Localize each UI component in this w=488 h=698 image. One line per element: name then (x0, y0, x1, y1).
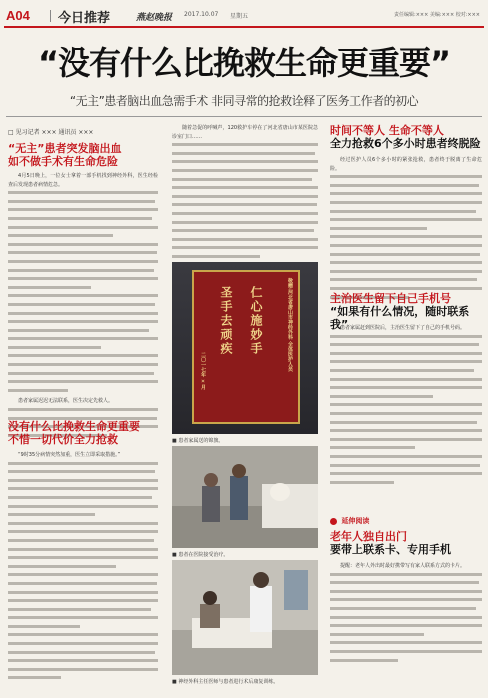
col2-intro-lines (172, 143, 318, 258)
col3-heading-3 (330, 530, 482, 556)
caption-hospital: ■ 患者在医院接受治疗。 (172, 552, 229, 558)
banner-photo (172, 262, 318, 434)
col3-text-lines-3 (330, 573, 482, 662)
headline-rule (6, 116, 482, 117)
rehab-photo (172, 560, 318, 675)
col2-intro (172, 124, 318, 264)
col1-body-1 (8, 172, 158, 442)
col1-text-lines-3 (8, 462, 158, 680)
col3-body-3 (330, 562, 482, 667)
col3-heading-1-red: 时间不等人 生命不等人 (330, 124, 444, 137)
col3-text-lines-2 (330, 335, 482, 484)
col3-heading-3-red: 老年人独自出门 (330, 530, 407, 543)
editor-credits: 责任编辑:××× 美编:××× 校对:××× (394, 12, 480, 18)
col1-subhead-2 (8, 420, 164, 446)
hospital-bed-photo (172, 446, 318, 548)
col3-heading-3-black: 要带上联系卡、专用手机 (330, 543, 451, 556)
col2-intro-paragraph: 随着急促的呼喊声，120救护车停在了河北省唐山市某医院急诊室门口…… (172, 125, 318, 140)
col3-paragraph-1: 经过医护人员6个多小时的紧张抢救，患者终于脱离了生命危险。 (330, 157, 482, 172)
col3-heading-2-red: 主治医生留下自己手机号 (330, 292, 451, 305)
section-code: A04 (6, 8, 30, 23)
extended-reading-marker (330, 516, 369, 526)
page-subheadline: “无主”患者脑出血急需手术 非同寻常的抢救诠释了医务工作者的初心 (69, 94, 419, 108)
page-headline: “没有什么比挽救生命更重要” (37, 44, 451, 82)
col1-subhead-1-line-1: “无主”患者突发脑出血 (8, 142, 122, 155)
col3-body-1 (330, 156, 482, 304)
caption-rehab: ■ 神经外科主任医师与患者进行术后康复训练。 (172, 679, 279, 685)
page-header (4, 4, 484, 28)
paper-logo: 燕赵晚报 (136, 13, 173, 23)
banner-dedication: 敬赠:河北省唐山市神经外科 全体医护人员 (287, 278, 293, 372)
col3-heading-1 (330, 124, 482, 150)
section-name: 今日推荐 (58, 11, 111, 26)
extended-reading-label: 延伸阅读 (341, 517, 370, 525)
caption-banner: ■ 患者家属送的锦旗。 (172, 438, 224, 444)
col3-heading-2-black: “如果有什么情况，随时联系我” (330, 305, 470, 331)
col1-body-2 (8, 451, 158, 685)
hospital-bed-illustration (172, 446, 318, 548)
issue-weekday: 星期五 (230, 13, 249, 20)
col3-paragraph-3: 提醒：老年人外出时最好携带写有家人联系方式的卡片。 (340, 563, 466, 569)
header-divider (50, 10, 51, 22)
col3-heading-1-black: 全力抢救6个多小时患者终脱险 (330, 137, 481, 150)
col1-subhead-1-line-2: 如不做手术有生命危险 (8, 155, 118, 168)
col1-paragraph-1: 4月5日晚上，一位女士拿着一部手机找到神经外科，医生经检查后发现患者病情危急。 (8, 173, 158, 188)
banner-line-2: 圣手去顽疾 (219, 286, 233, 356)
marker-dot-icon (330, 518, 337, 525)
col3-body-2 (330, 324, 482, 489)
col3-text-lines-1 (330, 175, 482, 298)
honor-banner (192, 270, 300, 424)
col1-text-lines-1 (8, 191, 158, 392)
col1-subhead-1 (8, 142, 158, 168)
col1-paragraph-2: 患者家属迟迟无法联系，医生决定先救人。 (18, 398, 114, 405)
rehab-illustration (172, 560, 318, 675)
banner-date: 二〇一七年 ×月 (200, 352, 206, 390)
banner-line-1: 仁心施妙手 (249, 286, 263, 356)
col3-paragraph-2: 患者家属赶到医院后，主治医生留下了自己的手机号码。 (340, 325, 466, 331)
issue-date: 2017.10.07 (184, 11, 219, 18)
col1-subhead-2-line-1: 没有什么比挽救生命更重要 (8, 420, 140, 433)
byline: □ 见习记者 ××× 通讯员 ××× (8, 129, 94, 136)
col1-subhead-2-line-2: 不惜一切代价全力抢救 (8, 433, 118, 446)
col1-paragraph-3: “9时35分病情突然加重，医生立即采取措施。” (18, 452, 121, 458)
